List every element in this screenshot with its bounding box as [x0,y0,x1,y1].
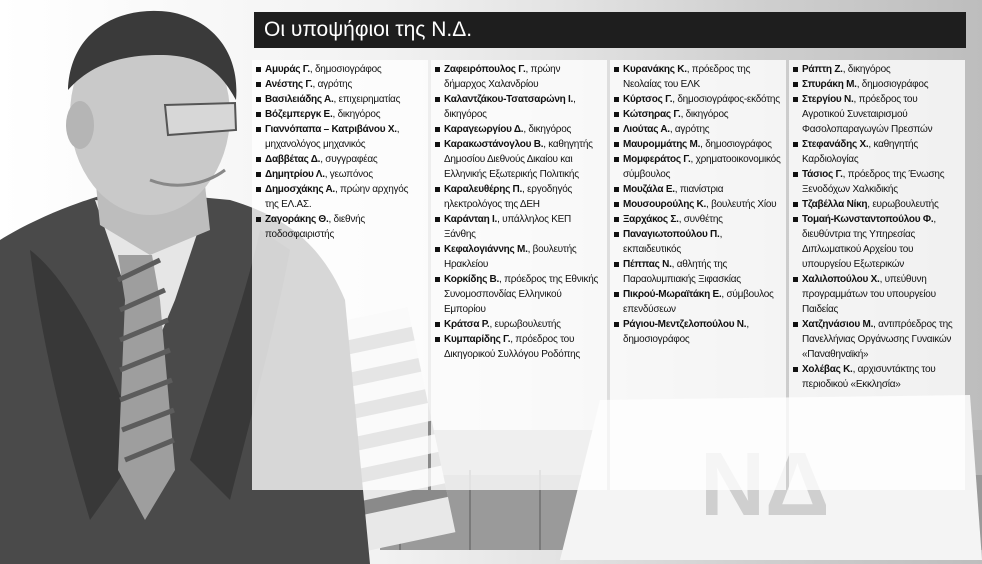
candidate-name: Κράτσα Ρ. [444,319,490,330]
candidate-column-4 [789,60,965,490]
candidate-entry [614,227,782,257]
candidate-name: Δημοσχάκης Α. [265,184,335,195]
candidate-description: , δημοσιογράφος [700,139,772,150]
candidate-name: Ζαγοράκης Θ. [265,214,329,225]
candidate-entry [793,137,961,167]
candidate-entry [435,212,603,242]
candidate-entry [793,362,961,392]
candidate-name: Μαυρομμάτης Μ. [623,139,701,150]
candidate-description: , δικηγόρος [332,109,381,120]
candidate-entry [435,122,603,137]
candidate-name: Χατζηνάσιου Μ. [802,319,874,330]
candidate-description: , δημοσιογράφος [623,319,749,345]
candidate-name: Μομφεράτος Γ. [623,154,691,165]
candidate-entry [793,317,961,362]
candidate-description: , αγρότης [669,124,710,135]
candidate-description: , ευρωβουλευτής [489,319,561,330]
candidate-entry [793,212,961,272]
candidate-entry [435,182,603,212]
candidate-description: , πιανίστρια [674,184,724,195]
candidate-entry [435,62,603,92]
candidate-entry [614,317,782,347]
candidate-description: , διεθνής ποδοσφαιριστής [265,214,365,240]
candidate-name: Τάσιος Γ. [802,169,843,180]
candidate-name: Καλαντζάκου-Τσατσαρώνη Ι. [444,94,574,105]
candidate-name: Σπυράκη Μ. [802,79,857,90]
candidate-entry [614,137,782,152]
candidate-description: , δικηγόρος [680,109,729,120]
candidate-name: Καρακωστάνογλου Β. [444,139,544,150]
headline-banner: Οι υποψήφιοι της Ν.Δ. [254,12,966,48]
candidate-name: Χολέβας Κ. [802,364,853,375]
candidate-column-1 [252,60,428,490]
candidate-entry [614,287,782,317]
candidate-description: , υπάλληλος ΚΕΠ Ξάνθης [444,214,572,240]
candidate-name: Καραγεωργίου Δ. [444,124,524,135]
candidate-name: Χαλιλοπούλου Χ. [802,274,880,285]
candidate-entry [614,62,782,92]
candidate-description: , γεωπόνος [324,169,373,180]
candidate-description: , καθηγητής Δημοσίου Διεθνούς Δικαίου και Ελληνικής Εξωτερικής Πολιτικής [444,139,593,180]
candidate-entry [256,167,424,182]
candidate-entry [435,332,603,362]
candidate-description: , εργοδηγός ηλεκτρολόγος της ΔΕΗ [444,184,573,210]
candidate-description: , εκπαιδευτικός [623,229,723,255]
candidate-description: , πρόεδρος του Δικηγορικού Συλλόγου Ροδόπης [444,334,580,360]
candidate-entry [793,92,961,137]
candidate-entry [614,92,782,107]
candidate-entry [793,62,961,77]
candidate-name: Παναγιωτοπούλου Π. [623,229,720,240]
candidate-description: , βουλευτής Ηρακλείου [444,244,577,270]
candidate-name: Κορκίδης Β. [444,274,500,285]
candidate-name: Καραλευθέρης Π. [444,184,523,195]
candidate-description: , επιχειρηματίας [333,94,401,105]
candidate-description: , συνθέτης [678,214,723,225]
candidate-description: , αρχισυντάκτης του περιοδικού «Εκκλησία» [802,364,936,390]
candidate-name: Στεργίου Ν. [802,94,854,105]
candidate-name: Κυρανάκης Κ. [623,64,687,75]
candidate-entry [256,212,424,242]
candidate-entry [614,152,782,182]
candidate-description: , πρόεδρος της Νεολαίας του ΕΛΚ [623,64,751,90]
candidate-name: Πέππας Ν. [623,259,672,270]
candidate-description: , καθηγητής Καρδιολογίας [802,139,918,165]
candidate-entry [793,77,961,92]
candidate-name: Αμυράς Γ. [265,64,310,75]
candidate-name: Ράγιου-Μεντζελοπούλου Ν. [623,319,747,330]
candidate-name: Τζαβέλλα Νίκη [802,199,868,210]
candidate-entry [435,317,603,332]
candidate-entry [793,197,961,212]
candidate-name: Μουσουρούλης Κ. [623,199,707,210]
candidate-entry [435,242,603,272]
candidate-description: , πρόεδρος της Ένωσης Ξενοδόχων Χαλκιδικής [802,169,945,195]
candidate-description: , ευρωβουλευτής [867,199,939,210]
candidate-description: , πρώην αρχηγός της ΕΛ.ΑΣ. [265,184,409,210]
candidate-entry [256,107,424,122]
candidate-description: , πρόεδρος του Αγροτικού Συνεταιρισμού Φασολοπαραγωγών Πρεσπών [802,94,933,135]
candidate-name: Λιούτας Α. [623,124,670,135]
candidate-columns [252,60,966,550]
candidate-name: Δαββέτας Δ. [265,154,321,165]
candidate-description: , δημοσιογράφος [309,64,382,75]
candidate-name: Βασιλειάδης Α. [265,94,334,105]
candidate-description: , δικηγόρος [523,124,572,135]
candidate-description: , συγγραφέας [320,154,378,165]
candidate-column-2 [431,60,607,490]
candidate-name: Πικρού-Μωραϊτάκη Ε. [623,289,722,300]
candidate-name: Κεφαλογιάννης Μ. [444,244,528,255]
candidate-entry [614,107,782,122]
candidate-name: Βόζεμπεργκ Ε. [265,109,333,120]
candidate-entry [793,272,961,317]
candidate-description: , χρηματοοικονομικός σύμβουλος [623,154,781,180]
candidate-entry [793,167,961,197]
candidate-entry [256,77,424,92]
candidate-name: Κώτσηρας Γ. [623,109,681,120]
candidate-description: , διευθύντρια της Υπηρεσίας Διπλωματικού Αρχείου του υπουργείου Εξωτερικών [802,214,936,270]
candidate-description: , μηχανολόγος μηχανικός [265,124,400,150]
candidate-description: , δημοσιογράφος-εκδότης [672,94,780,105]
candidate-name: Στεφανάδης Χ. [802,139,869,150]
candidate-entry [256,92,424,107]
candidate-description: , πρώην δήμαρχος Χαλανδρίου [444,64,561,90]
candidate-name: Ξαρχάκος Σ. [623,214,679,225]
candidate-description: , πρόεδρος της Εθνικής Συνομοσπονδίας Ελληνικού Εμπορίου [444,274,599,315]
candidate-name: Ζαφειρόπουλος Γ. [444,64,526,75]
candidate-entry [614,197,782,212]
candidate-entry [256,122,424,152]
candidate-column-3 [610,60,786,490]
candidate-name: Μουζάλα Ε. [623,184,675,195]
candidate-entry [435,137,603,182]
candidate-description: , υπεύθυνη προγραμμάτων του υπουργείου Παιδείας [802,274,936,315]
candidate-description: , δικηγόρος [444,94,576,120]
candidate-entry [614,122,782,137]
candidate-entry [256,62,424,77]
candidate-description: , αντιπρόεδρος της Πανελλήνιας Οργάνωσης Γυναικών «Παναθηναϊκή» [802,319,953,360]
candidate-entry [256,182,424,212]
candidate-entry [614,182,782,197]
candidate-description: , δικηγόρος [842,64,891,75]
candidate-description: , σύμβουλος επενδύσεων [623,289,774,315]
candidate-description: , αθλητής της Παραολυμπιακής Ξιφασκίας [623,259,741,285]
candidate-name: Ανέστης Γ. [265,79,313,90]
candidate-entry [614,257,782,287]
candidate-entry [256,152,424,167]
candidate-entry [614,212,782,227]
candidate-name: Ράπτη Ζ. [802,64,843,75]
candidate-description: , αγρότης [312,79,353,90]
candidate-name: Γιαννόπαπα – Κατριβάνου Χ. [265,124,397,135]
candidate-name: Κυμπαρίδης Γ. [444,334,511,345]
candidate-name: Δημητρίου Λ. [265,169,325,180]
candidate-description: , δημοσιογράφος [856,79,929,90]
candidate-name: Καράνταη Ι. [444,214,498,225]
candidate-entry [435,92,603,122]
candidate-entry [435,272,603,317]
candidate-description: , βουλευτής Χίου [706,199,777,210]
candidate-name: Κύρτσος Γ. [623,94,673,105]
candidate-name: Τομαή-Κωνσταντοπούλου Φ. [802,214,934,225]
